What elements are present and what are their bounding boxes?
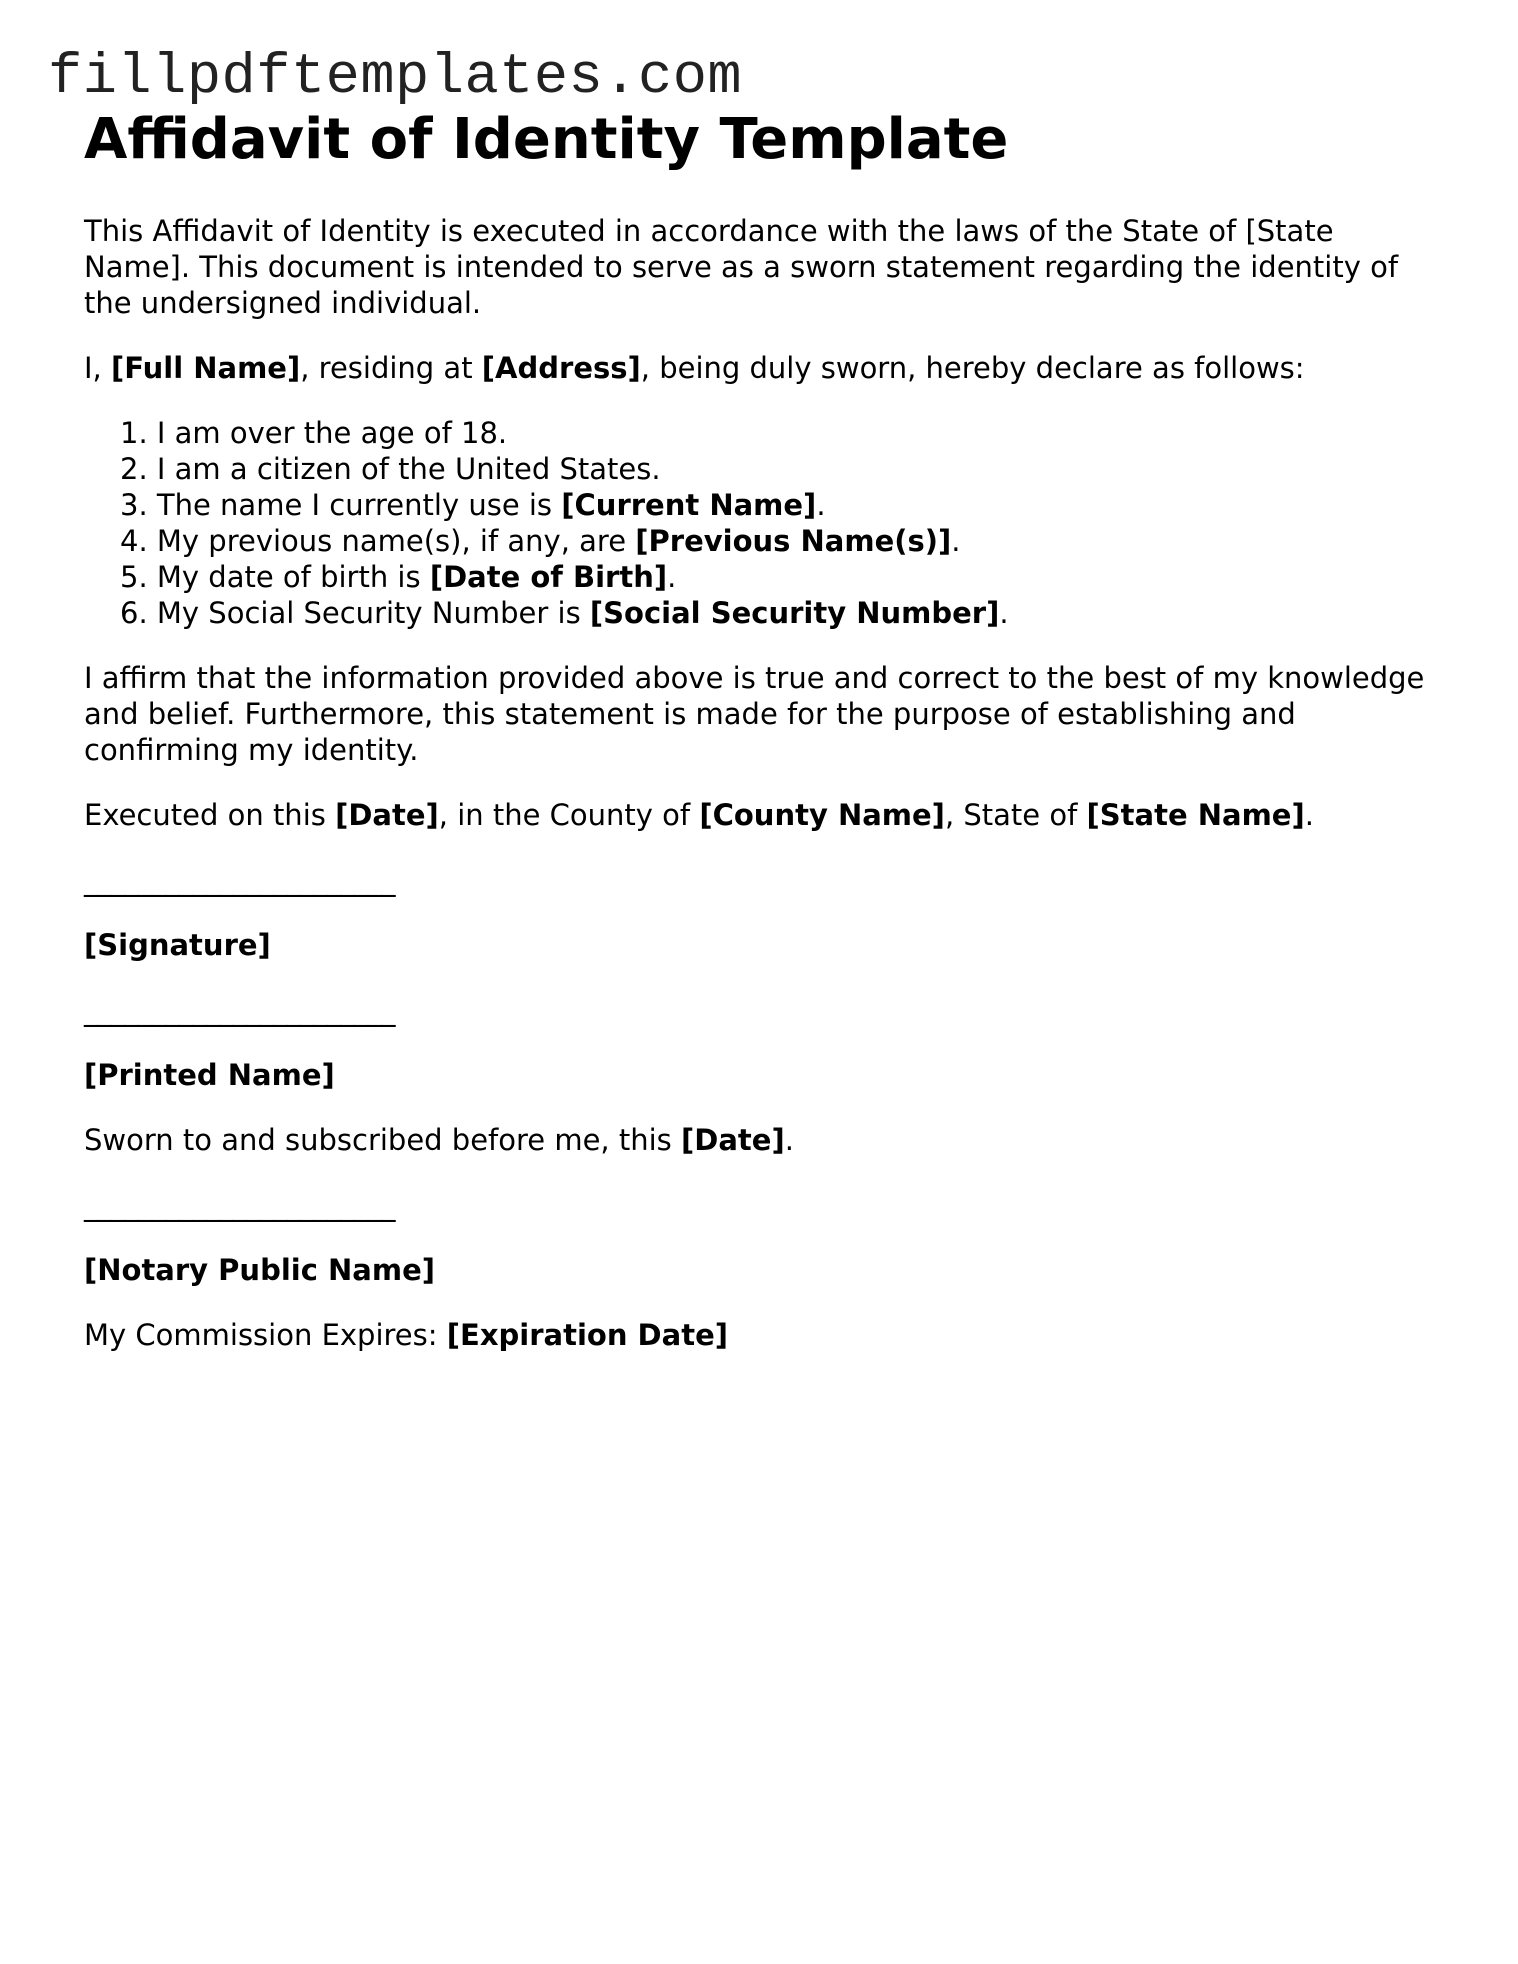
clause-item — [120, 523, 1444, 559]
executed-prefix: Executed on this — [84, 798, 336, 832]
printed-name-label: [Printed Name] — [84, 1058, 335, 1092]
declaration-suffix: , being duly sworn, hereby declare as follows: — [640, 351, 1305, 385]
clause-item — [120, 415, 1444, 451]
clause-text: My date of birth is — [156, 560, 430, 594]
clause-text: My previous name(s), if any, are — [156, 524, 636, 558]
notary-signature-line: _______________________ — [84, 1188, 395, 1222]
printed-name-line: _______________________ — [84, 993, 395, 1027]
executed-middle: , in the County of — [438, 798, 700, 832]
sworn-paragraph — [84, 1122, 1444, 1158]
sworn-date-field: [Date] — [681, 1123, 785, 1157]
previous-names-field: [Previous Name(s)] — [635, 524, 952, 558]
clause-item — [120, 451, 1444, 487]
commission-prefix: My Commission Expires: — [84, 1318, 447, 1352]
clause-number: 6. — [120, 596, 148, 630]
clause-number: 2. — [120, 452, 148, 486]
signature-label: [Signature] — [84, 928, 271, 962]
address-field: [Address] — [481, 351, 641, 385]
executed-end: . — [1304, 798, 1314, 832]
clause-end: . — [999, 596, 1009, 630]
clause-end: . — [667, 560, 677, 594]
affidavit-document — [84, 100, 1444, 1382]
executed-date-field: [Date] — [335, 798, 439, 832]
clause-end: . — [951, 524, 961, 558]
state-field: [State Name] — [1086, 798, 1305, 832]
declaration-paragraph — [84, 350, 1444, 386]
intro-paragraph: This Affidavit of Identity is executed in accordance with the laws of the State of [State Name]. This document is intended to serve as a sworn statement regarding the identity of the undersigned individual. — [84, 214, 1399, 320]
clause-item — [120, 595, 1444, 631]
executed-middle-state: , State of — [944, 798, 1087, 832]
clause-text: I am over the age of 18. — [156, 416, 508, 450]
clause-text: The name I currently use is — [156, 488, 562, 522]
current-name-field: [Current Name] — [561, 488, 817, 522]
declaration-prefix: I, — [84, 351, 111, 385]
clause-text: My Social Security Number is — [156, 596, 590, 630]
commission-paragraph — [84, 1317, 1444, 1353]
document-title: Affidavit of Identity Template — [84, 107, 1009, 172]
declaration-clauses — [84, 415, 1444, 631]
notary-name-label: [Notary Public Name] — [84, 1253, 435, 1287]
sworn-prefix: Sworn to and subscribed before me, this — [84, 1123, 682, 1157]
signature-line: _______________________ — [84, 863, 395, 897]
site-watermark: fillpdftemplates.com — [48, 46, 743, 110]
declaration-middle: , residing at — [300, 351, 482, 385]
date-of-birth-field: [Date of Birth] — [429, 560, 668, 594]
clause-item — [120, 487, 1444, 523]
full-name-field: [Full Name] — [111, 351, 301, 385]
clause-number: 4. — [120, 524, 148, 558]
county-field: [County Name] — [699, 798, 945, 832]
clause-end: . — [816, 488, 826, 522]
executed-paragraph — [84, 797, 1444, 833]
ssn-field: [Social Security Number] — [589, 596, 1000, 630]
clause-item — [120, 559, 1444, 595]
clause-number: 1. — [120, 416, 148, 450]
affirmation-paragraph: I affirm that the information provided above is true and correct to the best of my knowledge and belief. Furthermore, this statement is made for the purpose of establishing and confirming my identity. — [84, 661, 1425, 767]
clause-number: 5. — [120, 560, 148, 594]
sworn-end: . — [784, 1123, 794, 1157]
clause-number: 3. — [120, 488, 148, 522]
expiration-date-field: [Expiration Date] — [446, 1318, 728, 1352]
clause-text: I am a citizen of the United States. — [156, 452, 661, 486]
